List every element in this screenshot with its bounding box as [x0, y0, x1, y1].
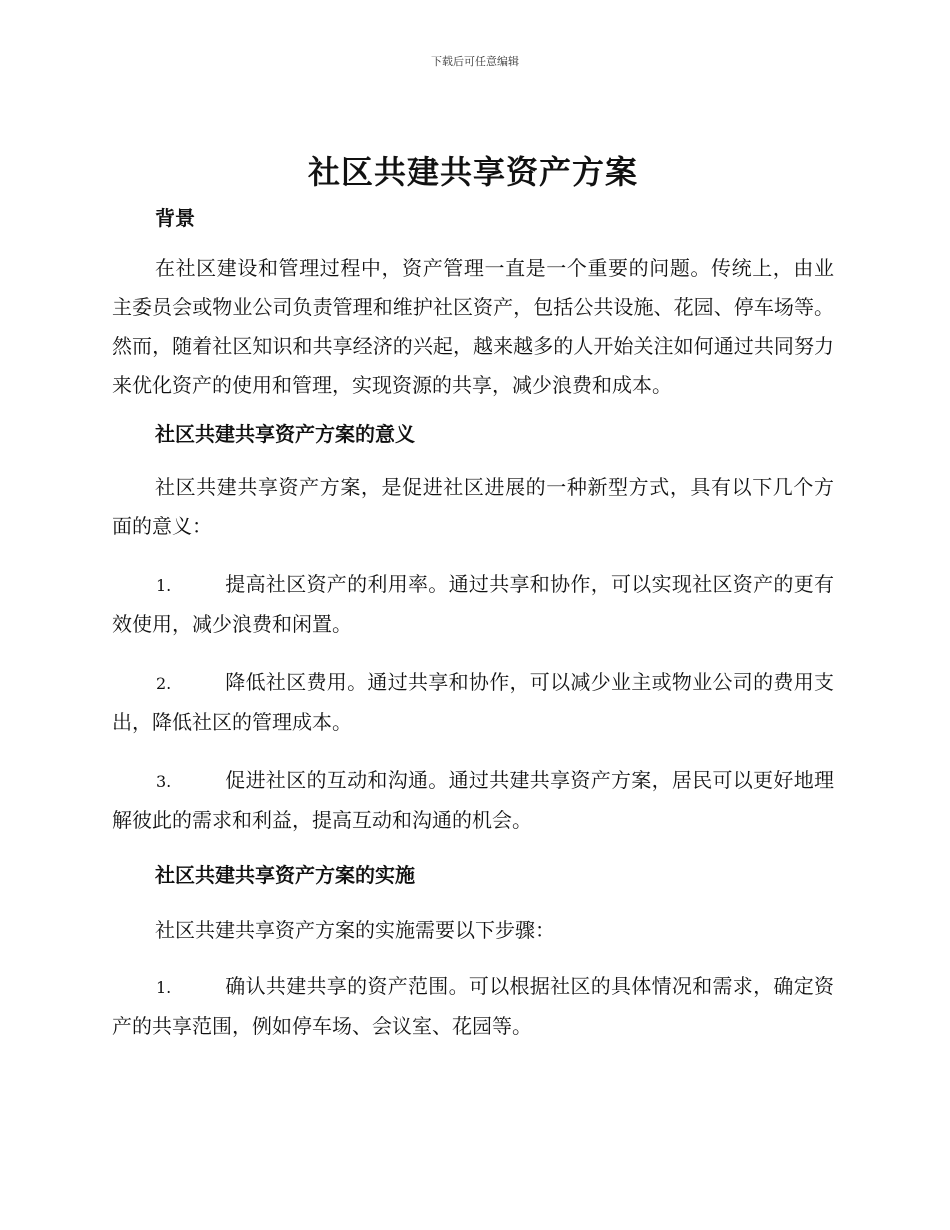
list-number: 1.	[156, 978, 172, 997]
significance-list-item	[112, 761, 834, 840]
implementation-intro: 社区共建共享资产方案的实施需要以下步骤：	[155, 918, 555, 942]
list-number: 1.	[156, 576, 172, 595]
implementation-list-item	[112, 967, 834, 1046]
list-number: 2.	[156, 674, 172, 693]
list-number: 3.	[156, 772, 172, 791]
section-heading-background: 背景	[155, 206, 195, 230]
list-text: 降低社区费用。通过共享和协作，可以减少业主或物业公司的费用支出，降低社区的管理成本。	[112, 670, 834, 734]
significance-intro: 社区共建共享资产方案，是促进社区进展的一种新型方式，具有以下几个方面的意义：	[112, 475, 834, 538]
list-text: 促进社区的互动和沟通。通过共建共享资产方案，居民可以更好地理解彼此的需求和利益，提高互动和沟通的机会。	[112, 768, 834, 832]
header-note: 下载后可任意编辑	[431, 55, 519, 68]
list-text: 确认共建共享的资产范围。可以根据社区的具体情况和需求，确定资产的共享范围，例如停车场、会议室、花园等。	[112, 974, 834, 1038]
section-heading-significance: 社区共建共享资产方案的意义	[155, 422, 415, 446]
document-body	[112, 146, 834, 1046]
significance-list-item	[112, 565, 834, 644]
background-paragraph: 在社区建设和管理过程中，资产管理一直是一个重要的问题。传统上，由业主委员会或物业公司负责管理和维护社区资产，包括公共设施、花园、停车场等。然而，随着社区知识和共享经济的兴起，越来越多的人开始关注如何通过共同努力来优化资产的使用和管理，实现资源的共享，减少浪费和成本。	[112, 256, 834, 397]
section-heading-implementation: 社区共建共享资产方案的实施	[155, 863, 415, 887]
significance-list-item	[112, 663, 834, 742]
list-text: 提高社区资产的利用率。通过共享和协作，可以实现社区资产的更有效使用，减少浪费和闲置。	[112, 572, 834, 636]
document-title: 社区共建共享资产方案	[307, 153, 638, 191]
